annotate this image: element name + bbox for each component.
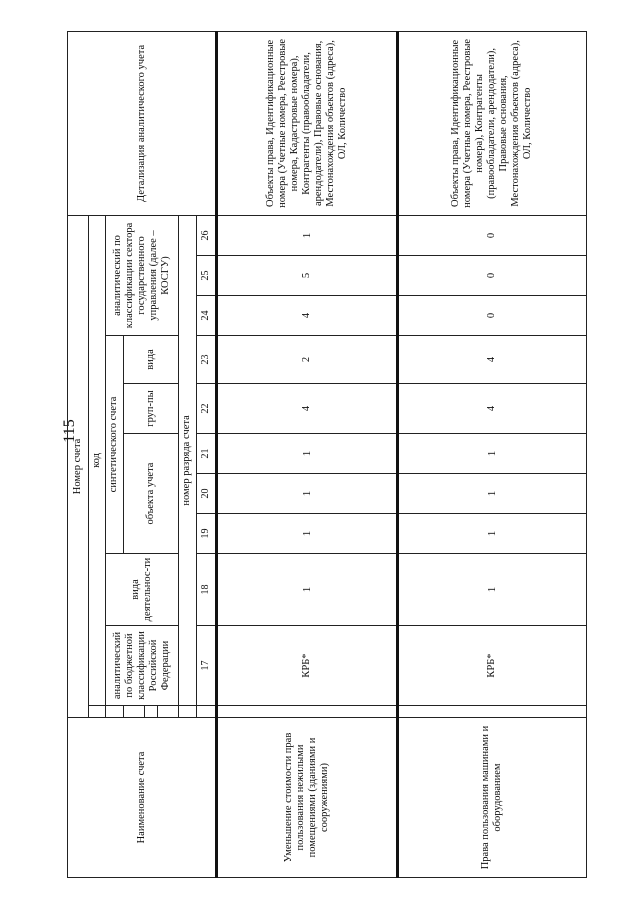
table-stage (67, 32, 587, 878)
row-detail: Объекты права, Идентификационные номера (Учетные номера, Реестровые номера, Кадастровые номера), Контрагенты (правообладатели, арендодатели), Правовые основания, Местонахождения объектов (адреса), ОЛ, Количество (217, 31, 397, 215)
digit-number: 20 (196, 474, 217, 514)
table-row (397, 31, 586, 877)
header-code: код (88, 215, 105, 705)
cell-object-20: 1 (397, 474, 586, 514)
digit-number: 26 (196, 215, 217, 255)
digit-number: 23 (196, 336, 217, 384)
digit-number: 17 (196, 626, 217, 706)
digit-number: 18 (196, 554, 217, 626)
cell-object-19: 1 (217, 514, 397, 554)
header-kind: вида (123, 336, 179, 384)
cell-budget-class: КРБ* (217, 626, 397, 706)
cell-object-20: 1 (217, 474, 397, 514)
digit-number: 21 (196, 434, 217, 474)
cell-kosgu-26: 0 (397, 215, 586, 255)
cell-kosgu-26: 1 (217, 215, 397, 255)
cell-kind: 2 (217, 336, 397, 384)
header-spacer (88, 706, 105, 718)
cell-group: 4 (397, 384, 586, 434)
cell-kosgu-24: 4 (217, 296, 397, 336)
header-spacer (106, 706, 123, 718)
row-detail: Объекты права, Идентификационные номера (Учетные номера, Реестровые номера), Контрагенты (правообладатели, арендодатели), Правовые основания, Местонахождения объектов (адреса), ОЛ, Количество (397, 31, 586, 215)
row-spacer (217, 706, 397, 718)
cell-activity: 1 (397, 554, 586, 626)
header-activity: вида деятельнос-ти (106, 554, 179, 626)
header-account-name: Наименование счета (68, 718, 217, 878)
digit-number: 22 (196, 384, 217, 434)
cell-kosgu-25: 5 (217, 256, 397, 296)
cell-budget-class: КРБ* (397, 626, 586, 706)
cell-activity: 1 (217, 554, 397, 626)
digit-number: 19 (196, 514, 217, 554)
header-spacer (196, 706, 217, 718)
header-group: груп-пы (123, 384, 179, 434)
header-synthetic: синтетического счета (106, 336, 123, 554)
header-budget-class: аналитический по бюджетной классификации Российской Федерации (106, 626, 179, 706)
header-spacer (123, 706, 144, 718)
cell-object-21: 1 (217, 434, 397, 474)
rotated-table-area (67, 32, 587, 878)
row-spacer (397, 706, 586, 718)
header-spacer (158, 706, 179, 718)
digit-number: 24 (196, 296, 217, 336)
header-object: объекта учета (123, 434, 179, 554)
cell-kosgu-24: 0 (397, 296, 586, 336)
header-spacer (144, 706, 158, 718)
header-kosgu: аналитический по классификации сектора государственного управления (далее – КОСГУ) (106, 215, 179, 335)
header-row-1 (68, 31, 89, 877)
table-row (217, 31, 397, 877)
page-number: 115 (61, 419, 78, 443)
row-account-name: Уменьшение стоимости прав пользования нежилыми помещениями (зданиями и сооружениями) (217, 718, 397, 878)
cell-object-21: 1 (397, 434, 586, 474)
header-detail: Детализация аналитического учета (68, 31, 217, 215)
header-digit-row: номер разряда счета (179, 215, 196, 705)
header-spacer (179, 706, 196, 718)
cell-kind: 4 (397, 336, 586, 384)
row-account-name: Права пользования машинами и оборудованием (397, 718, 586, 878)
header-account-number: Номер счета (68, 215, 89, 717)
cell-object-19: 1 (397, 514, 586, 554)
accounts-table (67, 31, 587, 878)
digit-number: 25 (196, 256, 217, 296)
cell-group: 4 (217, 384, 397, 434)
cell-kosgu-25: 0 (397, 256, 586, 296)
